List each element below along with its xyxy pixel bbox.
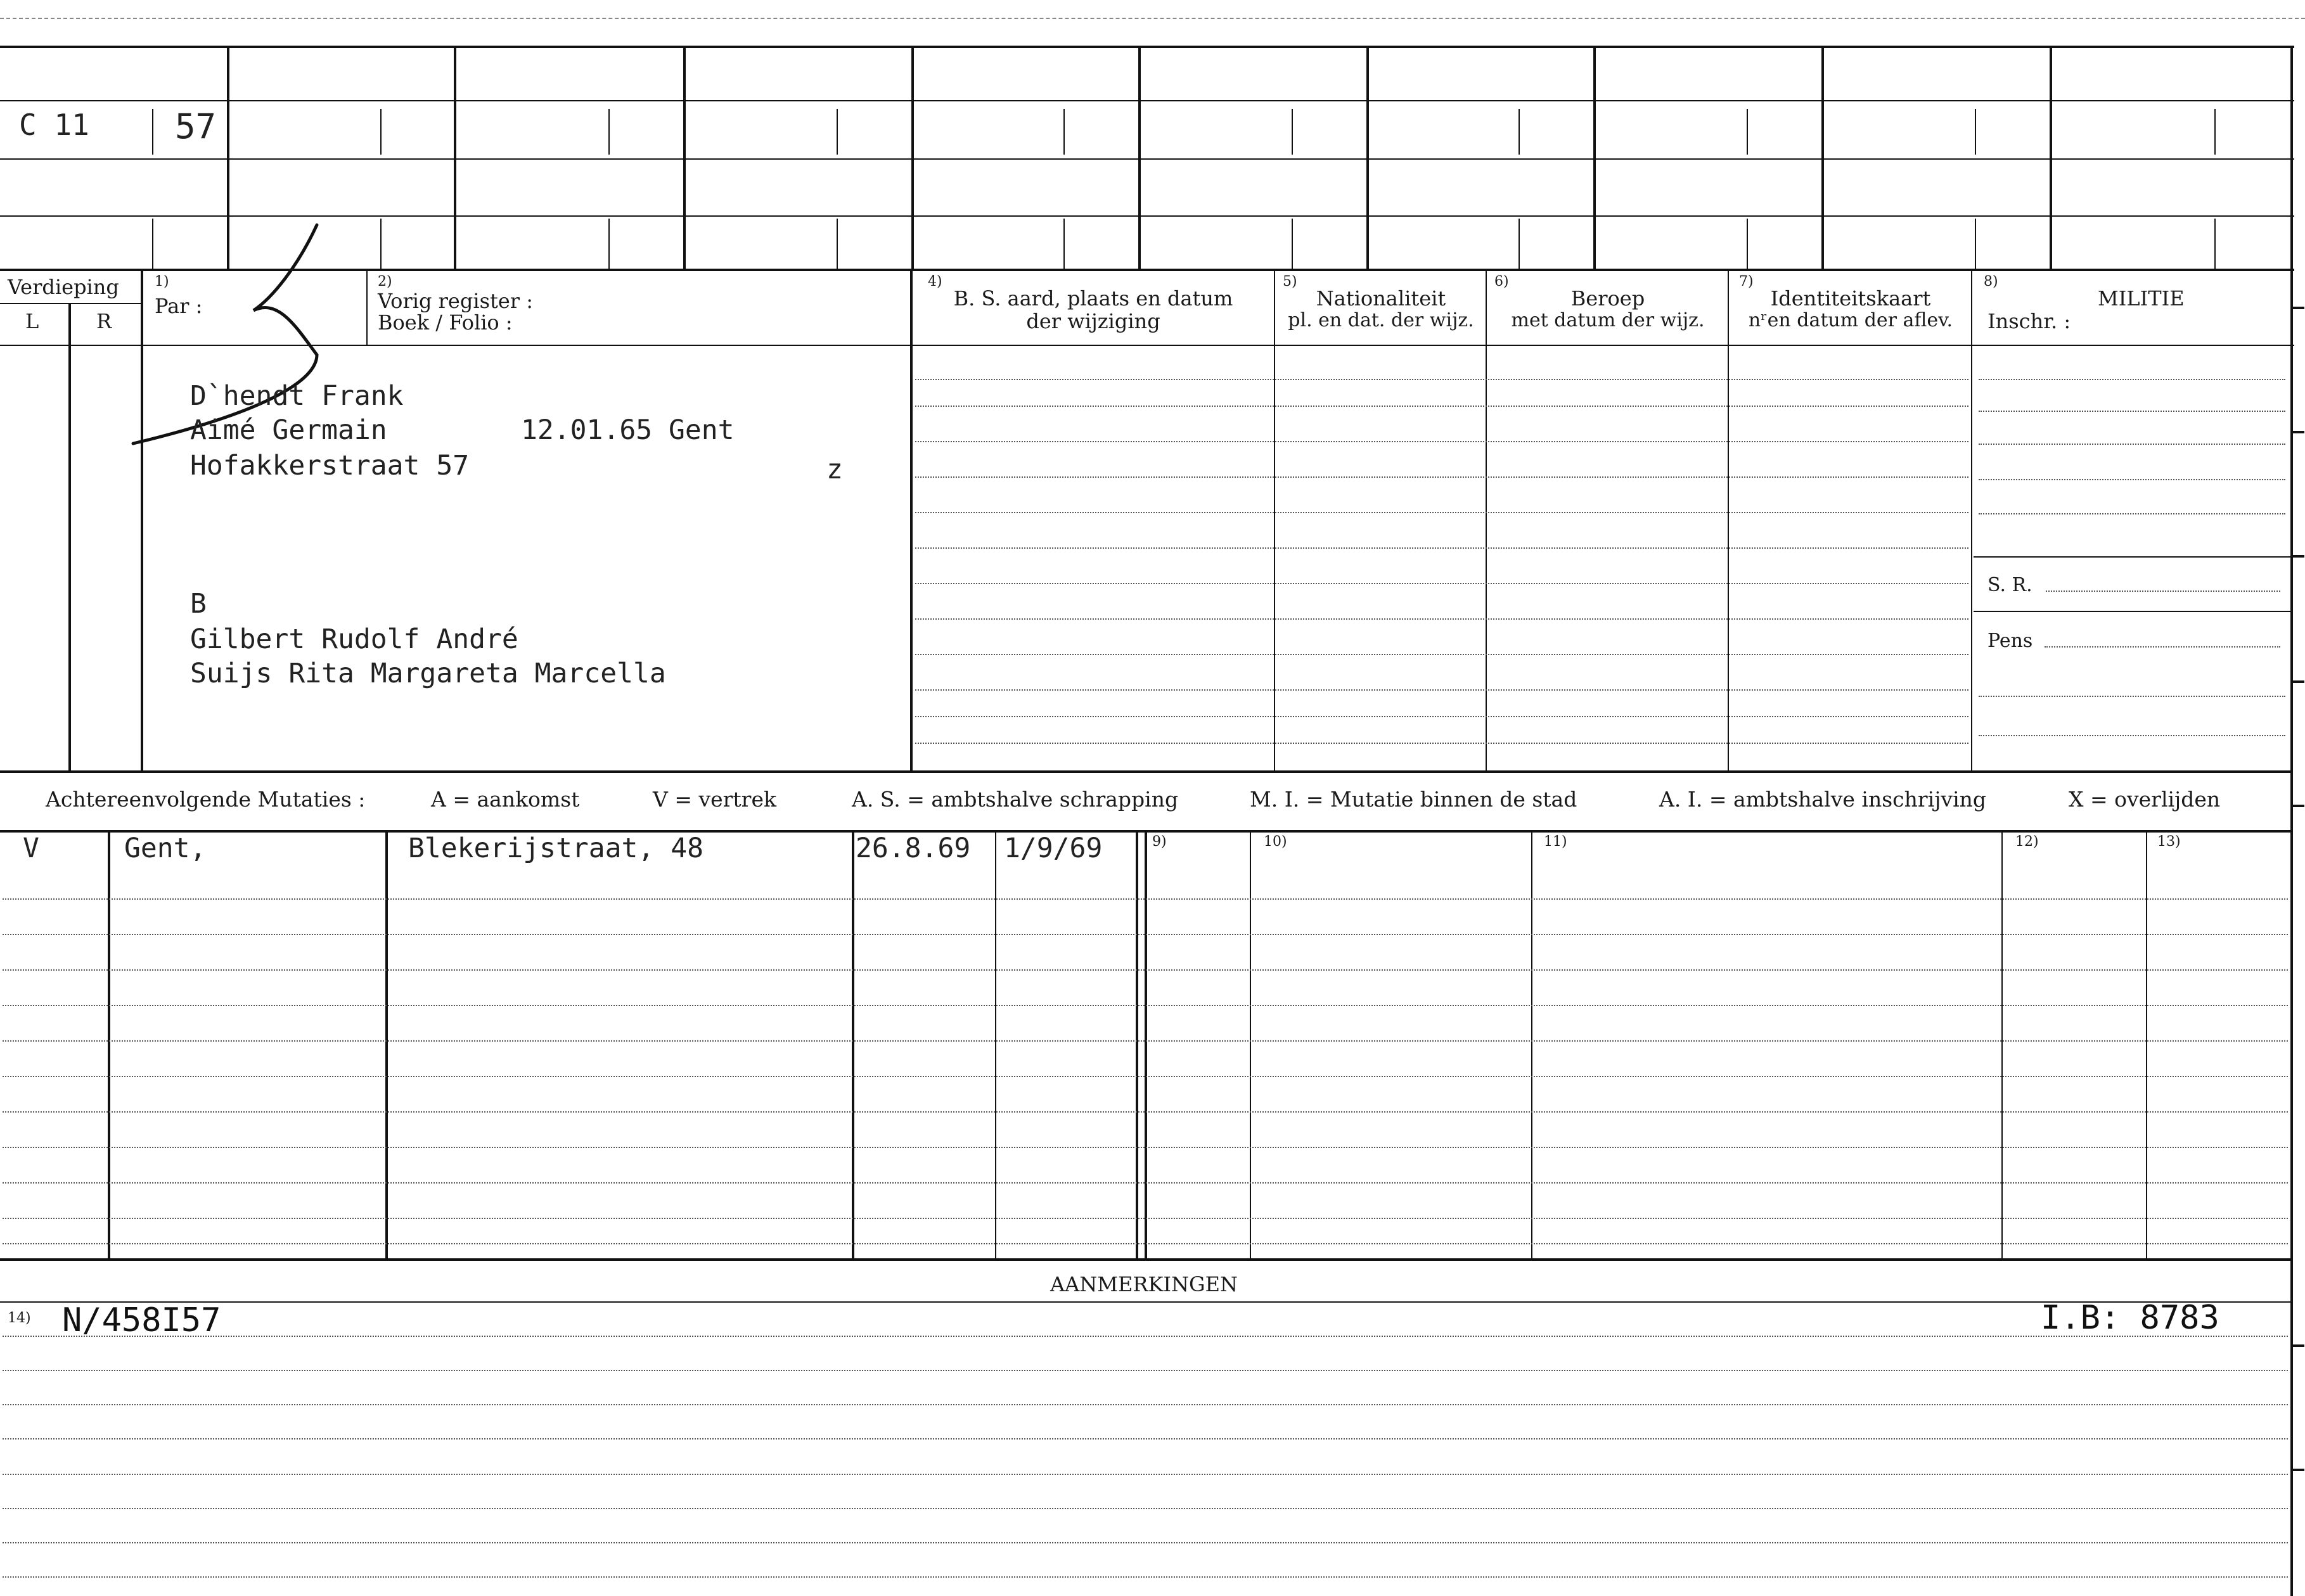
militie-row-dotted: [1979, 479, 2285, 480]
mut-col: [2146, 831, 2147, 1258]
row-dotted: [915, 618, 1968, 620]
mut-street: Blekerijstraat, 48: [408, 833, 703, 864]
militie-row-dotted: [1979, 696, 2285, 697]
remarks-row-dotted: [3, 1370, 2288, 1371]
militie-row-dotted: [1979, 735, 2285, 736]
legend-title: Achtereenvolgende Mutaties :: [46, 787, 366, 812]
grid-subcol: [837, 219, 838, 269]
footnote-7: 7): [1739, 274, 1754, 290]
grid-subcol: [2214, 219, 2216, 269]
footnote-5: 5): [1283, 274, 1297, 290]
card-number: 57: [175, 106, 217, 146]
footnote-6: 6): [1494, 274, 1509, 290]
edge-tick: [2292, 555, 2304, 558]
person-father: Gilbert Rudolf André: [190, 623, 518, 655]
row-dotted: [915, 379, 1968, 380]
grid-subcol: [152, 219, 153, 269]
mut-col: [1136, 831, 1138, 1258]
mut-type: V: [23, 833, 39, 864]
right-border: [2290, 270, 2293, 1596]
remarks-row-dotted: [3, 1404, 2288, 1405]
boek-folio-label: Boek / Folio :: [378, 310, 513, 335]
remarks-row-dotted: [3, 1474, 2288, 1475]
mut-col: [2001, 831, 2003, 1258]
legend-mi: M. I. = Mutatie binnen de stad: [1250, 787, 1577, 812]
grid-subcol: [608, 219, 610, 269]
mut-col: [1250, 831, 1251, 1258]
grid-subcol: [2214, 109, 2216, 155]
mut-col11-label: 11): [1544, 834, 1567, 850]
grid-subcol: [1975, 109, 1976, 155]
mut-row-dotted: [3, 934, 2288, 935]
remarks-ref-number: N/458I57: [62, 1301, 221, 1339]
mut-row-dotted: [3, 969, 2288, 971]
floor-right-label: R: [96, 309, 112, 333]
edge-tick: [2292, 680, 2304, 683]
col-divider-bs: [910, 270, 913, 770]
remarks-row-dotted: [3, 1576, 2288, 1578]
mut-col: [1531, 831, 1532, 1258]
mut-row-dotted: [3, 1005, 2288, 1006]
mut-col9-label: 9): [1152, 834, 1167, 850]
remarks-row-dotted: [3, 1438, 2288, 1440]
footnote-1: 1): [155, 274, 169, 290]
person-b-marker: B: [190, 588, 207, 620]
grid-subcol: [1518, 109, 1520, 155]
grid-bottom-border: [0, 269, 2294, 271]
mutations-bottom: [0, 1258, 2293, 1261]
militie-row-dotted: [1979, 444, 2285, 445]
sr-label: S. R.: [1987, 574, 2032, 596]
mut-date2: 1/9/69: [1004, 833, 1103, 864]
mut-city: Gent,: [124, 833, 207, 864]
par-label: Par :: [155, 294, 203, 318]
person-mark: z: [826, 454, 843, 485]
vorig-register-label: Vorig register :: [378, 289, 534, 313]
remarks-row-dotted: [3, 1542, 2288, 1543]
mut-row-dotted: [3, 1182, 2288, 1184]
col-divider-id: [1728, 270, 1729, 770]
grid-subcol: [608, 109, 610, 155]
remarks-ib-number: I.B: 8783: [2041, 1299, 2219, 1337]
nationaliteit-line1: Nationaliteit: [1316, 286, 1446, 310]
legend-ai: A. I. = ambtshalve inschrijving: [1659, 787, 1987, 812]
edge-tick: [2292, 307, 2304, 309]
militie-row-dotted: [1979, 379, 2285, 380]
mut-col: [108, 831, 110, 1258]
remarks-top: [0, 1301, 2292, 1303]
remarks-row-dotted: [3, 1508, 2288, 1509]
col-divider-verdieping: [141, 270, 143, 773]
grid-col: [1138, 46, 1141, 269]
grid-subcol: [1747, 219, 1748, 269]
person-middle-names: Aimé Germain: [190, 414, 387, 446]
remarks-row-dotted: [3, 1336, 2288, 1337]
col-divider-par: [366, 270, 368, 345]
header-row-bottom: [0, 345, 2294, 346]
grid-col: [2050, 46, 2052, 269]
mut-row-dotted: [3, 1111, 2288, 1113]
grid-subcol: [837, 109, 838, 155]
floor-left-label: L: [25, 309, 39, 333]
person-surname-firstname: D`hendt Frank: [190, 380, 404, 412]
person-mother: Suijs Rita Margareta Marcella: [190, 658, 666, 689]
row-dotted: [915, 476, 1968, 478]
mut-col13-label: 13): [2157, 834, 2181, 850]
edge-tick: [2292, 1469, 2304, 1471]
row-dotted: [915, 716, 1968, 717]
grid-subcol: [1063, 219, 1065, 269]
edge-tick: [2292, 805, 2304, 807]
grid-subcol: [1292, 109, 1293, 155]
col-divider-beroep: [1486, 270, 1487, 770]
beroep-line1: Beroep: [1570, 286, 1645, 310]
mut-col: [852, 831, 854, 1258]
personal-block-bottom: [0, 770, 2293, 773]
grid-col: [454, 46, 456, 269]
row-dotted: [915, 512, 1968, 513]
grid-col: [683, 46, 686, 269]
grid-subcol: [1747, 109, 1748, 155]
grid-line: [0, 215, 2294, 217]
legend-a: A = aankomst: [431, 787, 580, 812]
bs-header-line1: B. S. aard, plaats en datum: [953, 286, 1233, 310]
mut-col: [995, 831, 996, 1258]
top-torn-edge: [0, 18, 2305, 19]
grid-col: [911, 46, 914, 269]
mut-row-dotted: [3, 1243, 2288, 1244]
grid-subcol: [1063, 109, 1065, 155]
legend-v: V = vertrek: [653, 787, 776, 812]
mut-date1: 26.8.69: [856, 833, 971, 864]
mut-col12-label: 12): [2015, 834, 2039, 850]
bs-header-line2: der wijziging: [1026, 309, 1160, 333]
footnote-4: 4): [928, 274, 942, 290]
grid-subcol: [1292, 219, 1293, 269]
col-divider-militie: [1971, 270, 1972, 770]
grid-col: [1593, 46, 1596, 269]
grid-col: [2290, 46, 2293, 269]
identiteitskaart-line1: Identiteitskaart: [1770, 286, 1931, 310]
militie-label: MILITIE: [2098, 286, 2185, 310]
footnote-8: 8): [1984, 274, 1998, 290]
row-dotted: [915, 743, 1968, 744]
sr-dotted: [2046, 591, 2280, 592]
grid-top-border: [0, 46, 2294, 48]
mut-row-dotted: [3, 1218, 2288, 1219]
row-dotted: [915, 405, 1968, 407]
grid-col: [227, 46, 229, 269]
grid-subcol: [380, 109, 382, 155]
militie-divider: [1974, 556, 2290, 558]
remarks-title: AANMERKINGEN: [1050, 1272, 1238, 1296]
col-divider-nat: [1274, 270, 1275, 770]
card-code: C 11: [19, 108, 89, 142]
verdieping-divider: [0, 303, 143, 304]
mut-row-dotted: [3, 898, 2288, 900]
legend-as: A. S. = ambtshalve schrapping: [852, 787, 1179, 812]
col-divider-lr: [68, 304, 71, 773]
edge-tick: [2292, 1344, 2304, 1347]
mut-col10-label: 10): [1264, 834, 1287, 850]
grid-col: [1821, 46, 1824, 269]
grid-subcol: [380, 219, 382, 269]
mut-row-dotted: [3, 1040, 2288, 1042]
mut-col: [1145, 831, 1147, 1258]
footnote-14: 14): [8, 1310, 31, 1326]
beroep-line2: met datum der wijz.: [1511, 309, 1705, 331]
inschr-label: Inschr. :: [1987, 309, 2071, 333]
person-birth-date-place: 12.01.65 Gent: [521, 414, 735, 446]
mut-col: [385, 831, 388, 1258]
grid-line: [0, 158, 2294, 160]
row-dotted: [915, 547, 1968, 549]
militie-divider: [1974, 611, 2290, 612]
footnote-2: 2): [378, 274, 392, 290]
row-dotted: [915, 654, 1968, 655]
row-dotted: [915, 583, 1968, 584]
person-address: Hofakkerstraat 57: [190, 450, 470, 482]
grid-subcol: [1975, 219, 1976, 269]
grid-subcol: [1518, 219, 1520, 269]
row-dotted: [915, 441, 1968, 442]
militie-row-dotted: [1979, 513, 2285, 514]
mut-row-dotted: [3, 1147, 2288, 1148]
grid-col: [1366, 46, 1369, 269]
pens-dotted: [2045, 646, 2280, 648]
grid-line: [0, 100, 2294, 101]
grid-subcol: [152, 109, 153, 155]
militie-row-dotted: [1979, 411, 2285, 412]
edge-tick: [2292, 431, 2304, 433]
verdieping-label: Verdieping: [8, 275, 119, 299]
row-dotted: [915, 689, 1968, 691]
identiteitskaart-line2: nʳen datum der aflev.: [1748, 309, 1953, 331]
legend-x: X = overlijden: [2069, 787, 2221, 812]
pens-label: Pens: [1987, 630, 2033, 652]
nationaliteit-line2: pl. en dat. der wijz.: [1288, 309, 1474, 331]
mut-row-dotted: [3, 1076, 2288, 1077]
